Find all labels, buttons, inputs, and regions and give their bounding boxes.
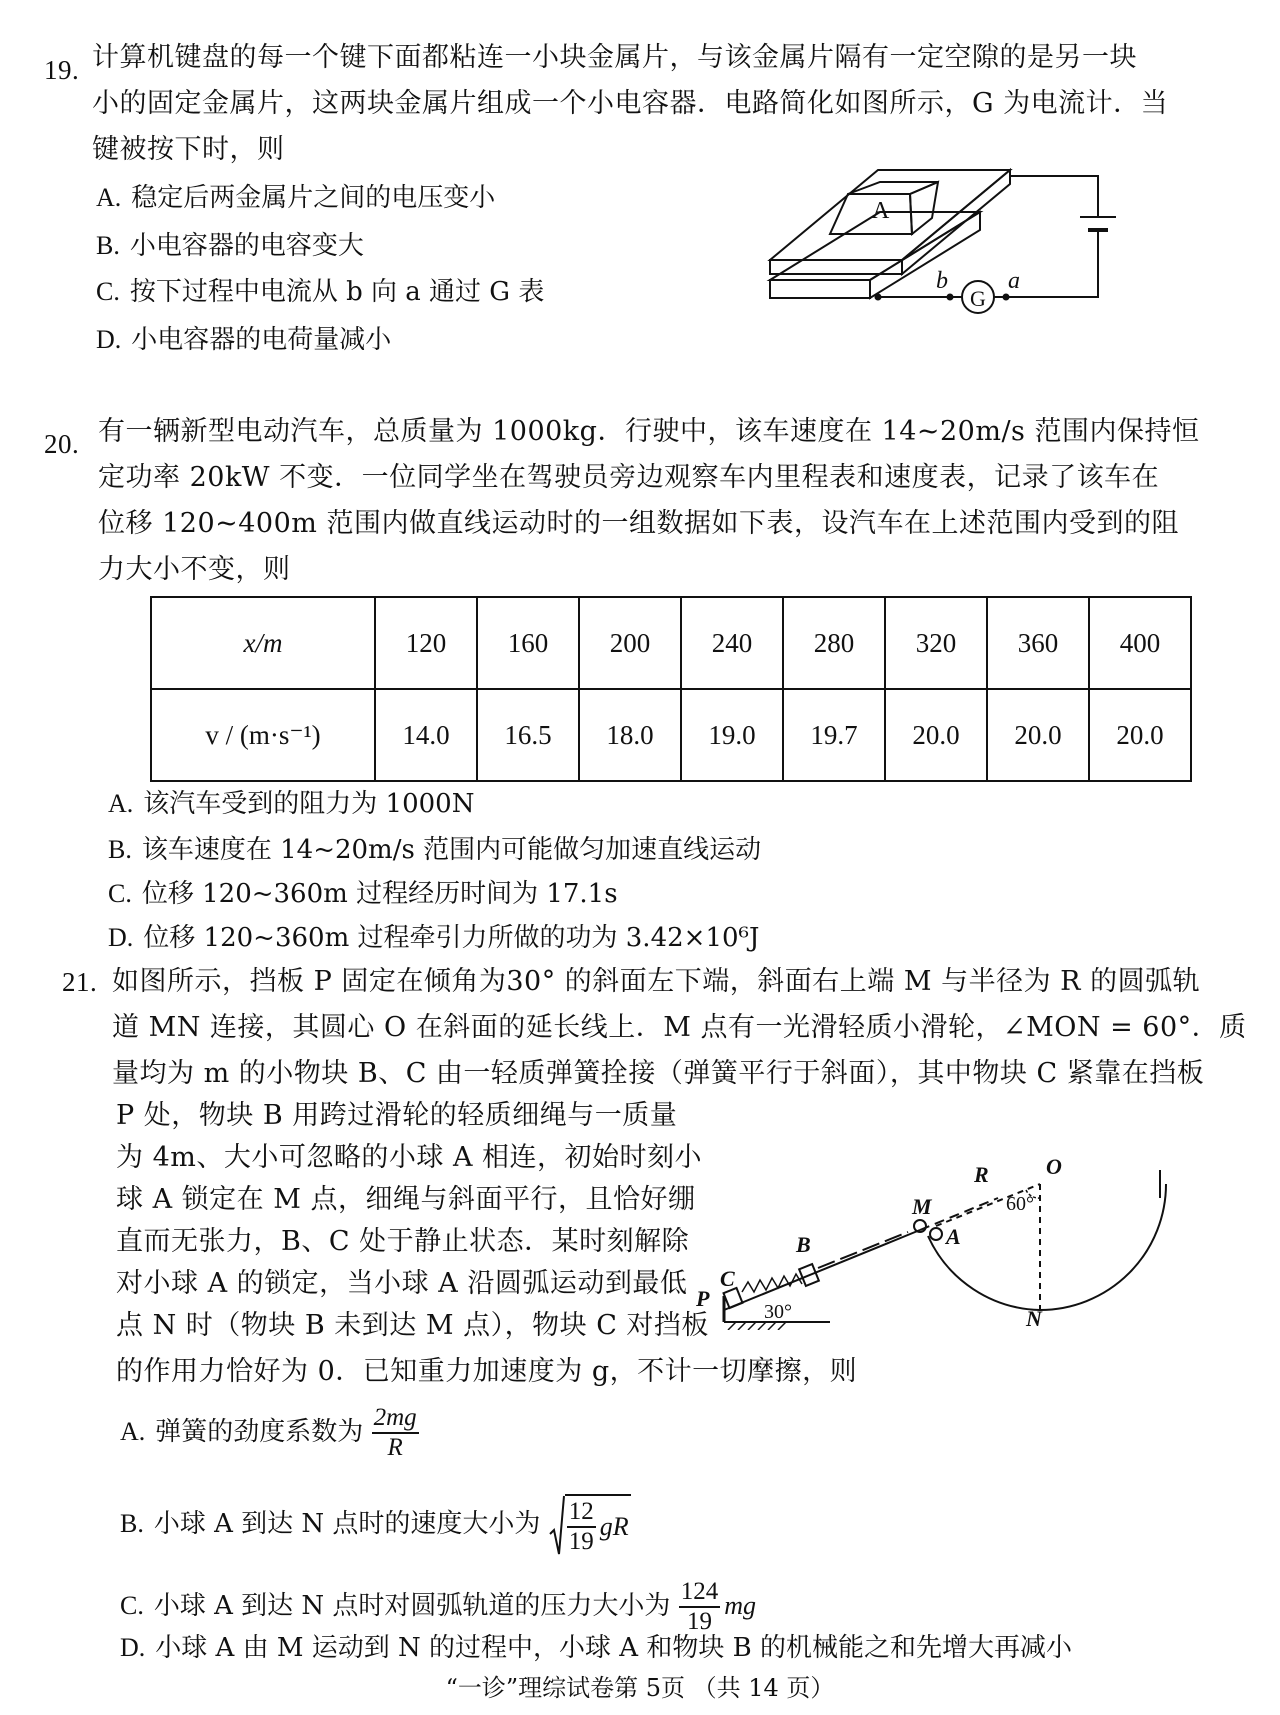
q21-option-c xyxy=(120,1578,756,1636)
q20-number: 20. xyxy=(44,429,80,459)
node-a-label: a xyxy=(1008,268,1020,294)
spring xyxy=(742,1274,802,1292)
square-root xyxy=(549,1494,631,1556)
q20-option-c xyxy=(108,876,618,912)
node-b2-dot xyxy=(948,295,953,300)
q19-option-b xyxy=(96,228,364,264)
q20-option-d xyxy=(108,920,759,956)
option-key: B. xyxy=(108,835,132,864)
expression-tail: gR xyxy=(599,1512,629,1541)
q21-number: 21. xyxy=(62,967,98,997)
label-n: N xyxy=(1026,1306,1042,1330)
table-cell: 20.0 xyxy=(1089,689,1191,781)
q19-option-a xyxy=(96,180,495,216)
table-cell: 160 xyxy=(477,597,579,689)
table-header-v: v / (m·s⁻¹) xyxy=(151,689,375,781)
table-cell: 360 xyxy=(987,597,1089,689)
table-cell: 14.0 xyxy=(375,689,477,781)
q19-stem-line-1: 计算机键盘的每一个键下面都粘连一小块金属片，与该金属片隔有一定空隙的是另一块 xyxy=(92,42,1137,73)
table-cell: 20.0 xyxy=(885,689,987,781)
table-row-x xyxy=(151,597,1191,689)
option-text: 位移 120~360m 过程牵引力所做的功为 3.42×10⁶J xyxy=(143,923,760,953)
option-key: C. xyxy=(96,277,120,306)
meter-label: G xyxy=(970,286,986,311)
node-b-dot xyxy=(876,295,881,300)
q21-stem-line-9: 点 N 时（物块 B 未到达 M 点），物块 C 对挡板 xyxy=(116,1310,709,1341)
table-cell: 19.0 xyxy=(681,689,783,781)
q19-number: 19. xyxy=(44,55,80,85)
q19-option-c xyxy=(96,274,544,310)
table-cell: 240 xyxy=(681,597,783,689)
option-key: D. xyxy=(96,325,122,354)
label-r: R xyxy=(974,1162,989,1187)
table-cell: 280 xyxy=(783,597,885,689)
option-text: 小球 A 到达 N 点时的速度大小为 xyxy=(153,1509,541,1539)
q21-stem-line-7: 直而无张力，B、C 处于静止状态．某时刻解除 xyxy=(116,1226,690,1257)
table-cell: 16.5 xyxy=(477,689,579,781)
wire-top xyxy=(1010,176,1098,217)
table-cell: 320 xyxy=(885,597,987,689)
q20-stem-line-2: 定功率 20kW 不变．一位同学坐在驾驶员旁边观察车内里程表和速度表，记录了该车在 xyxy=(98,462,1160,493)
label-angle: 60° xyxy=(1006,1193,1034,1215)
option-key: A. xyxy=(108,789,134,818)
node-a-dot xyxy=(1004,295,1009,300)
option-text: 小电容器的电荷量减小 xyxy=(131,325,392,355)
table-cell: 120 xyxy=(375,597,477,689)
fraction xyxy=(567,1498,596,1556)
table-cell: 18.0 xyxy=(579,689,681,781)
table-cell: 200 xyxy=(579,597,681,689)
q21-stem-line-6: 球 A 锁定在 M 点，细绳与斜面平行，且恰好绷 xyxy=(116,1184,696,1215)
ball-a xyxy=(930,1228,942,1240)
q19-option-d xyxy=(96,322,391,358)
q21-stem-line-8: 对小球 A 的锁定，当小球 A 沿圆弧运动到最低 xyxy=(116,1268,688,1299)
label-m: M xyxy=(912,1194,932,1219)
incline-surface xyxy=(724,1230,920,1310)
q20-stem-line-1: 有一辆新型电动汽车，总质量为 1000kg．行驶中，该车速度在 14~20m/s 范围内保持恒 xyxy=(98,416,1200,447)
expression-tail: mg xyxy=(724,1591,756,1620)
fraction-numerator: 124 xyxy=(679,1578,721,1608)
q19-stem-line-3: 键被按下时，则 xyxy=(92,134,285,165)
option-text: 小球 A 由 M 运动到 N 的过程中，小球 A 和物块 B 的机械能之和先增大再减小 xyxy=(155,1633,1072,1663)
q20-stem-line-3: 位移 120~400m 范围内做直线运动时的一组数据如下表，设汽车在上述范围内受到的阻 xyxy=(98,508,1179,539)
upper-plate-side xyxy=(902,170,1010,274)
option-text: 该汽车受到的阻力为 1000N xyxy=(143,789,475,819)
q21-stem-line-2: 道 MN 连接，其圆心 O 在斜面的延长线上．M 点有一光滑轻质小滑轮，∠MON = 60°．质 xyxy=(112,1012,1247,1043)
circular-track xyxy=(928,1184,1166,1310)
q21-stem-line-3: 量均为 m 的小物块 B、C 由一轻质弹簧拴接（弹簧平行于斜面），其中物块 C 紧靠在挡板 xyxy=(112,1058,1205,1089)
table-cell: 20.0 xyxy=(987,689,1089,781)
capacitor-figure xyxy=(760,160,1180,340)
table-header-x: x/m xyxy=(151,597,375,689)
option-text: 按下过程中电流从 b 向 a 通过 G 表 xyxy=(129,277,545,307)
incline-arc-figure xyxy=(680,1140,1200,1330)
table-row-v xyxy=(151,689,1191,781)
q19-stem-line-2: 小的固定金属片，这两块金属片组成一个小电容器．电路简化如图所示，G 为电流计．当 xyxy=(92,88,1169,119)
option-key: A. xyxy=(120,1417,146,1446)
option-text: 位移 120~360m 过程经历时间为 17.1s xyxy=(141,879,618,909)
speed-data-table xyxy=(150,596,1192,782)
q21-stem-line-10: 的作用力恰好为 0．已知重力加速度为 g，不计一切摩擦，则 xyxy=(116,1356,858,1387)
fraction-denominator: 19 xyxy=(568,1528,594,1555)
option-key: B. xyxy=(96,231,120,260)
q20-option-a xyxy=(108,786,474,822)
label-a: A xyxy=(946,1224,961,1249)
table-cell: 400 xyxy=(1089,597,1191,689)
fraction-denominator: R xyxy=(387,1434,403,1461)
option-key: C. xyxy=(120,1591,144,1620)
fraction xyxy=(372,1404,419,1462)
label-o: O xyxy=(1046,1154,1062,1179)
table-cell: 19.7 xyxy=(783,689,885,781)
option-key: D. xyxy=(120,1633,146,1662)
fraction-numerator: 12 xyxy=(567,1498,596,1528)
option-key: C. xyxy=(108,879,132,908)
option-key: A. xyxy=(96,183,122,212)
option-text: 弹簧的劲度系数为 xyxy=(155,1417,364,1447)
lower-plate-front xyxy=(770,280,870,298)
option-text: 小电容器的电容变大 xyxy=(129,231,364,261)
fraction xyxy=(679,1578,721,1636)
node-b-label: b xyxy=(936,268,948,294)
q21-stem-line-4: P 处，物块 B 用跨过滑轮的轻质细绳与一质量 xyxy=(116,1100,678,1131)
fraction-denominator: 19 xyxy=(686,1608,712,1635)
q21-option-d xyxy=(120,1630,1072,1666)
q21-stem-line-5: 为 4m、大小可忽略的小球 A 相连，初始时刻小 xyxy=(116,1142,703,1173)
option-text: 该车速度在 14~20m/s 范围内可能做匀加速直线运动 xyxy=(141,835,762,865)
q21-option-b xyxy=(120,1494,631,1556)
option-key: D. xyxy=(108,923,134,952)
label-incline-angle: 30° xyxy=(764,1301,792,1323)
label-p: P xyxy=(696,1286,710,1311)
q21-option-a xyxy=(120,1404,419,1462)
q20-option-b xyxy=(108,832,761,868)
q21-stem-line-1: 如图所示，挡板 P 固定在倾角为30° 的斜面左下端，斜面右上端 M 与半径为 R 的圆弧轨 xyxy=(112,966,1201,997)
fraction-numerator: 2mg xyxy=(372,1404,419,1434)
rope xyxy=(818,1232,908,1268)
q20-stem-line-4: 力大小不变，则 xyxy=(98,554,291,585)
option-text: 小球 A 到达 N 点时对圆弧轨道的压力大小为 xyxy=(153,1591,671,1621)
key-block-side xyxy=(910,182,938,234)
option-key: B. xyxy=(120,1509,144,1538)
ground-hatch xyxy=(728,1322,786,1330)
label-c: C xyxy=(720,1266,735,1291)
page-footer: “一诊”理综试卷第 5页 （共 14 页） xyxy=(445,1674,835,1702)
key-label: A xyxy=(872,198,890,224)
option-text: 稳定后两金属片之间的电压变小 xyxy=(131,183,496,213)
radical-sign-icon xyxy=(549,1494,565,1556)
label-b: B xyxy=(796,1232,811,1257)
